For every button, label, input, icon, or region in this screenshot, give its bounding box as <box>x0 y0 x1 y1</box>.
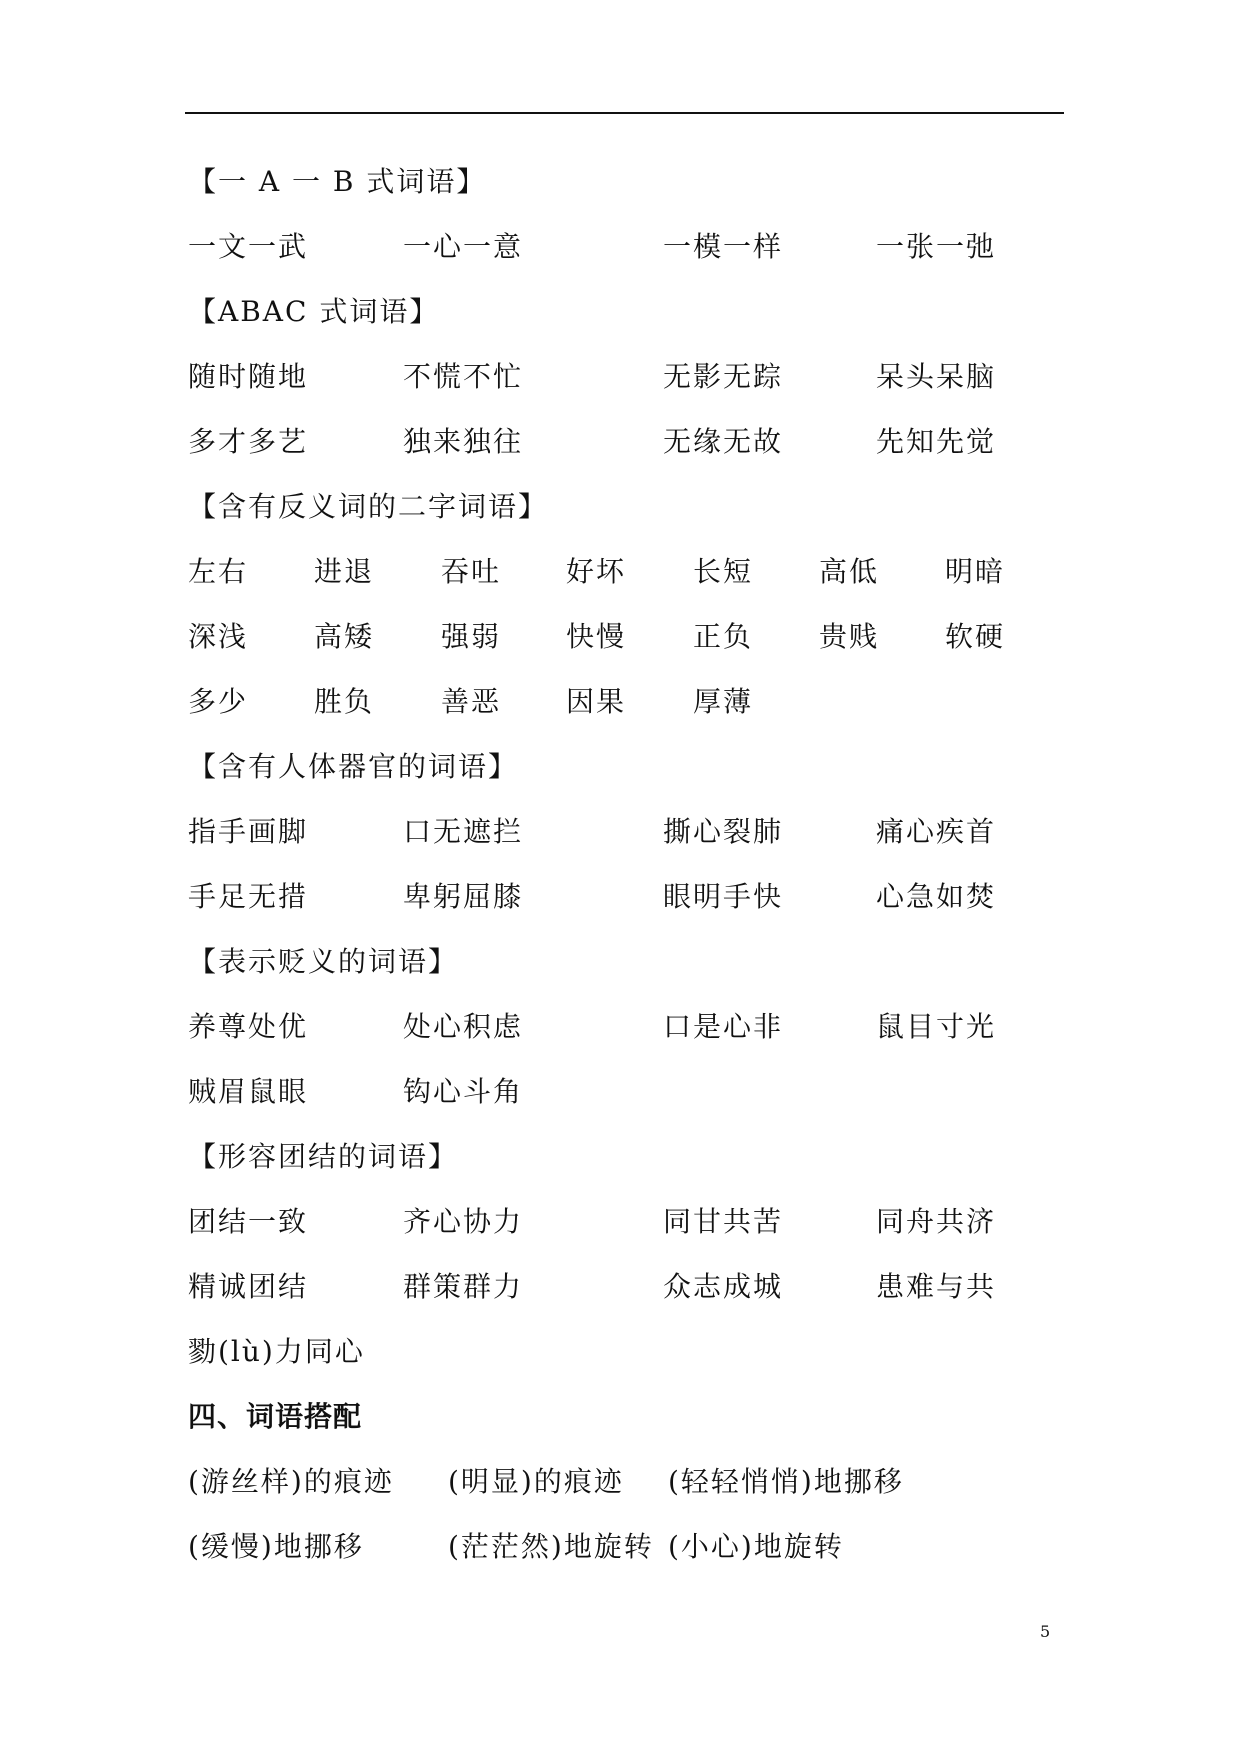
word-item: 团结一致 <box>188 1205 309 1238</box>
word-item: 心急如焚 <box>876 880 997 913</box>
word-item: 痛心疾首 <box>876 815 997 848</box>
phrase-item: (明显)的痕迹 <box>448 1465 624 1498</box>
word-item: 鼠目寸光 <box>876 1010 997 1043</box>
word-item: 高低 <box>819 555 880 588</box>
word-item: 齐心协力 <box>403 1205 524 1238</box>
word-item: 不慌不忙 <box>403 360 524 393</box>
word-item: 呆头呆脑 <box>876 360 997 393</box>
word-item: 深浅 <box>188 620 249 653</box>
word-item: 养尊处优 <box>188 1010 309 1043</box>
word-item: 多少 <box>188 685 249 718</box>
heading-antonyms: 【含有反义词的二字词语】 <box>188 490 549 523</box>
word-item: 先知先觉 <box>876 425 997 458</box>
word-item: 进退 <box>314 555 375 588</box>
phrase-item: (轻轻悄悄)地挪移 <box>668 1465 904 1498</box>
word-item: 因果 <box>566 685 627 718</box>
word-item: 口是心非 <box>663 1010 784 1043</box>
word-item: 群策群力 <box>403 1270 524 1303</box>
word-item: 患难与共 <box>876 1270 997 1303</box>
heading-body-organs: 【含有人体器官的词语】 <box>188 750 519 783</box>
phrase-item: (茫茫然)地旋转 <box>448 1530 654 1563</box>
heading-derogatory: 【表示贬义的词语】 <box>188 945 459 978</box>
word-item: 口无遮拦 <box>403 815 524 848</box>
phrase-item: (小心)地旋转 <box>668 1530 844 1563</box>
word-item: 一心一意 <box>403 230 524 263</box>
word-item: 指手画脚 <box>188 815 309 848</box>
word-item: 一文一武 <box>188 230 309 263</box>
word-item: 胜负 <box>314 685 375 718</box>
section-title-collocation: 四、词语搭配 <box>188 1400 363 1433</box>
page-number: 5 <box>1040 1622 1051 1641</box>
word-item: 精诚团结 <box>188 1270 309 1303</box>
word-item: 好坏 <box>566 555 627 588</box>
word-item: 贵贱 <box>819 620 880 653</box>
word-item: 强弱 <box>441 620 502 653</box>
word-item: 卑躬屈膝 <box>403 880 524 913</box>
word-item: 众志成城 <box>663 1270 784 1303</box>
word-item: 手足无措 <box>188 880 309 913</box>
word-item: 一张一弛 <box>876 230 997 263</box>
header-rule <box>185 112 1064 114</box>
word-item: 明暗 <box>945 555 1006 588</box>
word-item: 长短 <box>693 555 754 588</box>
heading-unity: 【形容团结的词语】 <box>188 1140 459 1173</box>
word-item: 同舟共济 <box>876 1205 997 1238</box>
word-item: 高矮 <box>314 620 375 653</box>
word-item: 勠(lù)力同心 <box>188 1335 365 1368</box>
word-item: 软硬 <box>945 620 1006 653</box>
word-item: 同甘共苦 <box>663 1205 784 1238</box>
word-item: 无缘无故 <box>663 425 784 458</box>
phrase-item: (游丝样)的痕迹 <box>188 1465 394 1498</box>
word-item: 快慢 <box>566 620 627 653</box>
phrase-item: (缓慢)地挪移 <box>188 1530 364 1563</box>
word-item: 正负 <box>693 620 754 653</box>
word-item: 撕心裂肺 <box>663 815 784 848</box>
word-item: 厚薄 <box>693 685 754 718</box>
word-item: 吞吐 <box>441 555 502 588</box>
word-item: 一模一样 <box>663 230 784 263</box>
word-item: 左右 <box>188 555 249 588</box>
word-item: 随时随地 <box>188 360 309 393</box>
word-item: 善恶 <box>441 685 502 718</box>
word-item: 贼眉鼠眼 <box>188 1075 309 1108</box>
word-item: 无影无踪 <box>663 360 784 393</box>
word-item: 独来独往 <box>403 425 524 458</box>
heading-abac: 【ABAC 式词语】 <box>188 295 440 328</box>
word-item: 眼明手快 <box>663 880 784 913</box>
word-item: 多才多艺 <box>188 425 309 458</box>
word-item: 处心积虑 <box>403 1010 524 1043</box>
word-item: 钩心斗角 <box>403 1075 524 1108</box>
heading-yi-a-yi-b: 【一 A 一 B 式词语】 <box>188 165 487 198</box>
